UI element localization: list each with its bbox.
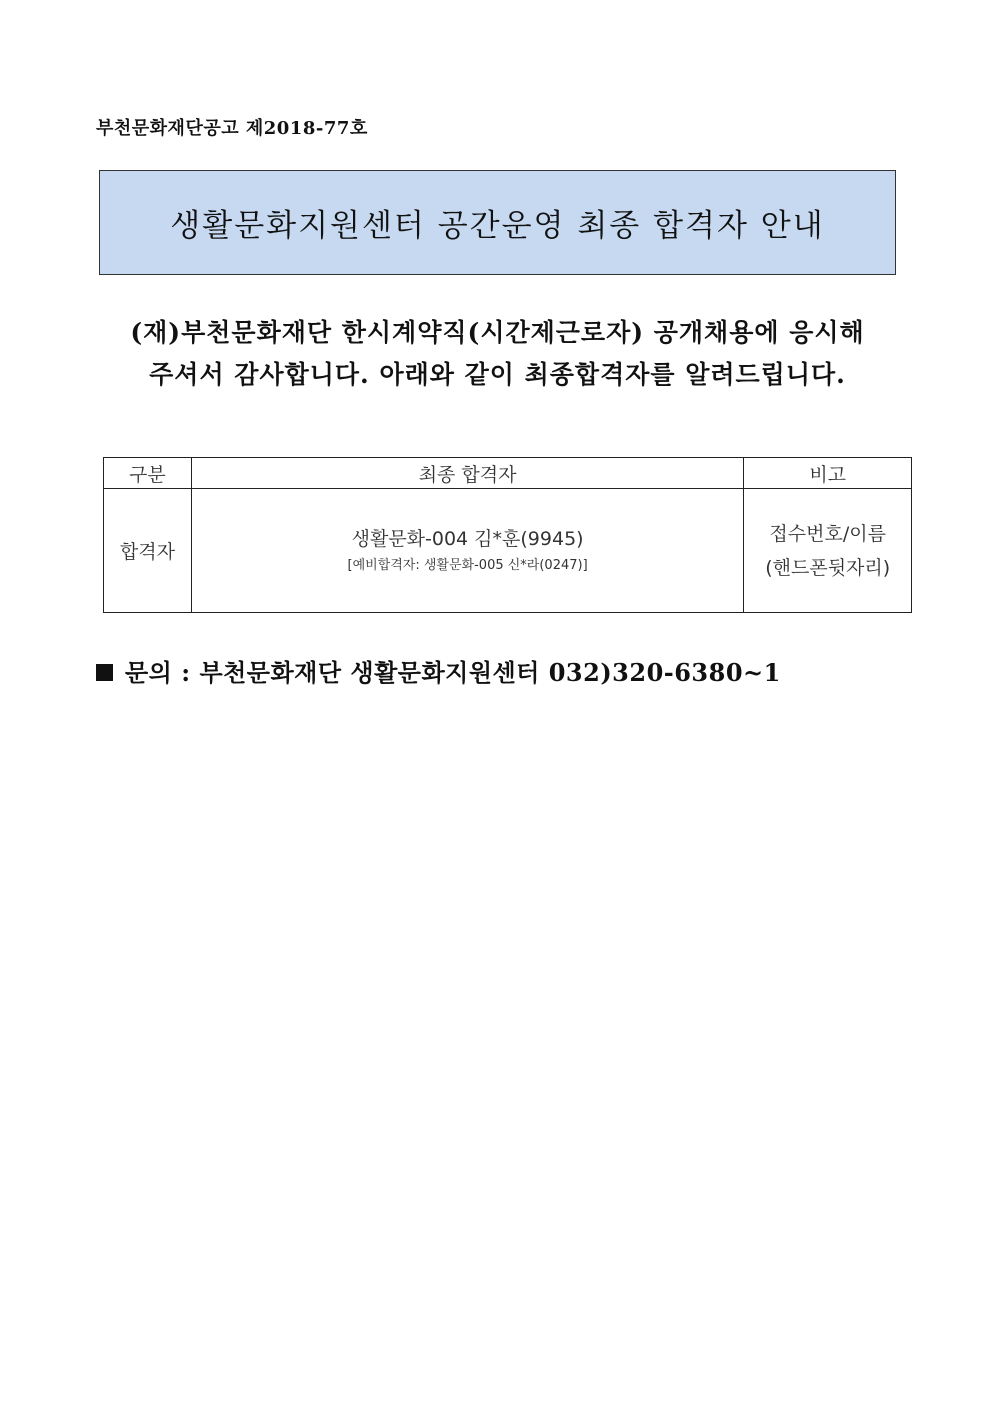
title-box [99,170,896,275]
table-row [104,489,912,613]
intro-line-2: 주셔서 감사합니다. 아래와 같이 최종합격자를 알려드립니다. [149,360,846,389]
header-category: 구분 [104,458,192,489]
cell-note [744,489,912,613]
final-passer: 생활문화-004 김*훈(9945) [351,527,584,550]
cell-final [191,489,744,613]
contact-info [96,653,781,688]
intro-line-1: (재)부천문화재단 한시계약직(시간제근로자) 공개채용에 응시해 [130,318,865,347]
header-final: 최종 합격자 [191,458,744,489]
intro-paragraph [99,312,896,396]
reserve-passer: [예비합격자: 생활문화-005 신*라(0247)] [347,557,588,573]
cell-category: 합격자 [104,489,192,613]
note-line-1: 접수번호/이름 [769,522,886,545]
result-table [103,457,912,613]
header-note: 비고 [744,458,912,489]
black-square-icon [96,664,113,681]
notice-number: 부천문화재단공고 제2018-77호 [96,118,368,139]
note-line-2: (핸드폰뒷자리) [765,556,891,579]
contact-text: 문의 : 부천문화재단 생활문화지원센터 032)320-6380~1 [125,658,781,687]
page-title: 생활문화지원센터 공간운영 최종 합격자 안내 [170,208,825,244]
table-header-row [104,458,912,489]
